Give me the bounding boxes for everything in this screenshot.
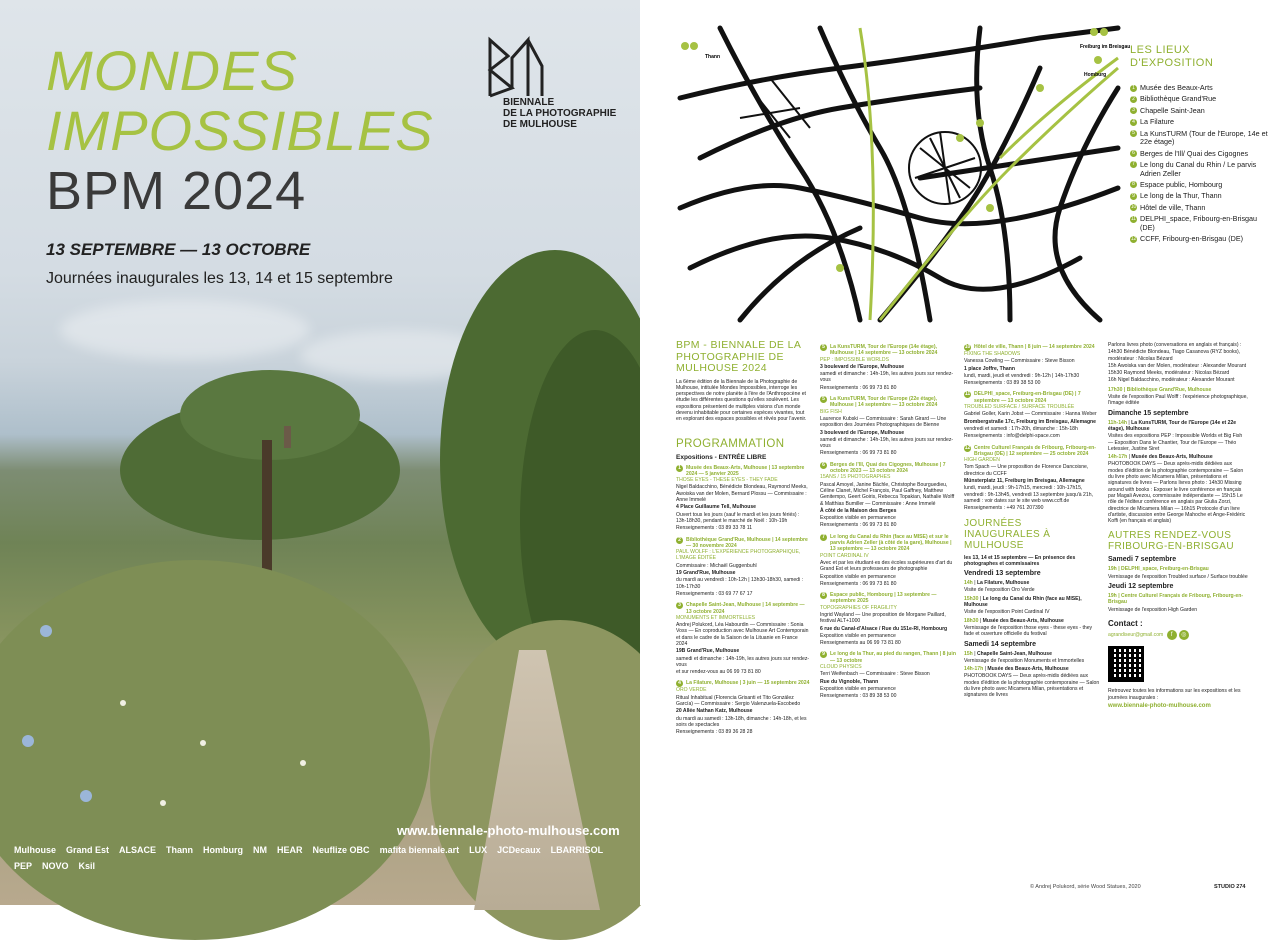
talk-line: 14h30 Bénédicte Blondeau, Tiago Casanova (RYZ books), modérateur : Nicolas Bézard xyxy=(1108,349,1241,362)
journees-title: JOURNÉES INAUGURALES À MULHOUSE xyxy=(964,517,1051,551)
partner-logo: Thann xyxy=(166,845,194,855)
contact-title: Contact : xyxy=(1108,618,1143,628)
day-title: Dimanche 15 septembre xyxy=(1108,409,1189,417)
qr-code[interactable] xyxy=(1108,646,1144,682)
event-item: 14h-17h | Musée des Beaux-Arts, Mulhouse PHOTOBOOK DAYS — Deux après-midis dédiées aux modes d'édition de la photographie contemporaine — Salon du livre photo avec Micamera Milan, présentations et signatures de livres — Parlons livres photo : 14h30 Missing around with books : Exposer le livre conférence en français par Magali Avezou, commissaire indépendante — 15h15 Le rôle de l'éditeur conférence en anglais par Giulia Zorzi, directrice de Micamera Milan — 16h15 Protocole d'un livre d'artiste, discussion entre George Mahoche et Ange-Frédéric Koffi (en français et anglais) xyxy=(1108,454,1246,525)
venue-item: 11 DELPHI_space, Fribourg-en-Brisgau (DE) xyxy=(1130,214,1258,232)
bpm-title: BPM - BIENNALE DE LA PHOTOGRAPHIE DE MULHOUSE 2024 xyxy=(676,339,801,374)
program-column-4 xyxy=(1108,342,1248,882)
talk-line: 16h Nigel Baldacchino, modérateur : Alexander Mourant xyxy=(1108,377,1235,384)
info-text: Retrouvez toutes les informations sur les expositions et les journées inaugurales : xyxy=(1108,688,1241,701)
venue-item: 2 Bibliothèque Grand'Rue xyxy=(1130,95,1270,104)
event-item: 19h | Centre Culturel Français de Fribourg, Fribourg-en-Brisgau xyxy=(1108,593,1244,606)
talk-line: 15h Awoiska van der Molen, modérateur : Alexander Mourant xyxy=(1108,362,1247,369)
facebook-icon[interactable]: f xyxy=(1167,630,1177,640)
day-title: Jeudi 12 septembre xyxy=(1108,583,1174,591)
flower xyxy=(120,700,126,706)
exhibition-entry: 11 DELPHI_space, Freiburg-en-Brisgau (DE) | 7 septembre — 13 octobre 2024 TROUBLED SURFACE / SURFACE TROUBLÉE Gabriel Goller, Karin Jobst — Commissaire : Hanna Weber Brombergstraße 17c, Freiburg im Breisgau, Allemagne vendredi et samedi : 17h-20h, dimanche : 15h-18h Renseignements : info@delphi-space.com xyxy=(964,391,1097,440)
website-link-right[interactable]: www.biennale-photo-mulhouse.com xyxy=(1108,702,1211,709)
event-item: 15h | Chapelle Saint-Jean, Mulhouse Vernissage de l'exposition Monuments et Immortelles xyxy=(964,650,1085,664)
flower xyxy=(300,760,306,766)
partner-logo: NM xyxy=(253,845,268,855)
instagram-icon[interactable]: ◎ xyxy=(1179,630,1189,640)
partner-logo: NOVO xyxy=(42,861,69,871)
partner-logos xyxy=(14,845,626,871)
venue-list xyxy=(1130,84,1270,246)
partner-logo: Neuflize OBC xyxy=(312,845,370,855)
program-column-3 xyxy=(964,344,1100,879)
website-link[interactable]: www.biennale-photo-mulhouse.com xyxy=(397,823,620,838)
event-desc: Vernissage de l'exposition Troubled surface / Surface troublée xyxy=(1108,573,1248,580)
program-column-1 xyxy=(676,340,810,880)
exhibition-entry: 8 Espace public, Hombourg | 13 septembre — septembre 2025 TOPOGRAPHIES OF FRAGILITY Ingrid Wayland — Une proposition de Morgane Paillard, festival ALT+1000 6 rue du Canal-d'Alsace / Rue du 151e-RI, Hombourg Exposition visible en permanence Renseignements au 06 99 73 81 80 xyxy=(820,592,948,647)
program-column-2 xyxy=(820,344,956,854)
flower xyxy=(200,740,206,746)
venue-item: 12 CCFF, Fribourg-en-Brisgau (DE) xyxy=(1130,234,1244,244)
venue-item: 7 Le long du Canal du Rhin / Le parvis Adrien Zeller xyxy=(1130,161,1270,178)
partner-logo: Grand Est xyxy=(66,845,110,855)
exhibition-map xyxy=(680,28,1131,320)
exhibition-entry: 10 Hôtel de ville, Thann | 8 juin — 14 septembre 2024 FIXING THE SHADOWS Vanessa Cowling — Commissaire : Steve Bisson 1 place Joffre, Thann lundi, mardi, jeudi et vendredi : 9h-12h | 14h-17h30 Renseignements : 03 89 38 53 00 xyxy=(964,344,1095,387)
map-road-label: D430 xyxy=(930,110,939,114)
exhibition-entry: 5 La KunsTURM, Tour de l'Europe (14e étage), Mulhouse | 14 septembre — 13 octobre 2024 PEP : IMPOSSIBLE WORLDS 3 boulevard de l'Europe, Mulhouse samedi et dimanche : 14h-19h, les autres jours sur rendez-vous Renseignements : 06 99 73 81 80 xyxy=(820,344,954,391)
map-label-freiburg: Freiburg im Breisgau xyxy=(1080,44,1131,50)
venue-item: 3 Chapelle Saint-Jean xyxy=(1130,107,1270,116)
venue-item: 6 Berges de l'Ill/ Quai des Cigognes xyxy=(1130,150,1270,159)
title-bpm-2024: BPM 2024 xyxy=(46,161,307,221)
partner-logo: Ksil xyxy=(78,861,96,871)
venue-item: 1 Musée des Beaux-Arts xyxy=(1130,84,1270,93)
inaugural-days: Journées inaugurales les 13, 14 et 15 septembre xyxy=(46,270,393,287)
meadow-left xyxy=(0,560,430,940)
exhibition-entry: 1 Musée des Beaux-Arts, Mulhouse | 13 septembre 2024 — 5 janvier 2025 THOSE EYES - THESE EYES - THEY FADE Nigel Baldacchino, Bénédicte Blondeau, Raymond Meeks, Awoiska van der Molen, Bernard Plossu — Commissaire : Anne Immelé 4 Place Guillaume Tell, Mulhouse Ouvert tous les jours (sauf le mardi et les jours fériés) : 13h-18h30, pendant le marché de Noël : 10h-19h Renseignements : 03 89 33 78 11 xyxy=(676,464,808,532)
festival-dates: 13 SEPTEMBRE — 13 OCTOBRE xyxy=(46,240,311,259)
event-desc: Visite de l'exposition Paul Wolff : l'expérience photographique, l'image éditée xyxy=(1108,394,1248,407)
venue-item: 5 La KunsTURM (Tour de l'Europe, 14e et 22e étage) xyxy=(1130,130,1270,147)
photo-credit: © Andrej Polukord, série Wood Statues, 2020 xyxy=(1030,884,1141,890)
partner-logo: PEP xyxy=(14,861,33,871)
title-impossibles: IMPOSSIBLES xyxy=(46,99,434,162)
event-item: 14h | La Filature, Mulhouse Visite de l'exposition Oro Verde xyxy=(964,580,1035,594)
partner-logo: HEAR xyxy=(277,845,303,855)
event-desc: Vernissage de l'exposition High Garden xyxy=(1108,606,1198,613)
exhibition-entry: 6 Berges de l'Ill, Quai des Cigognes, Mulhouse | 7 octobre 2023 — 13 octobre 2024 15ANS / 15 PHOTOGRAPHES Pascal Amoyel, Janine Bächle, Christophe Bourguedieu, Céline Clanet, Michel François, Paul Gaffney, Matthew Genitempo, Geert Goiris, Rebecca Topakian, Nathalie Wolff & Matthias Bumiller — Commissaire : Anne Immelé À côté de la Maison des Berges Exposition visible en permanence Renseignements : 06 99 73 81 80 xyxy=(820,461,955,529)
poster-cover xyxy=(0,0,640,905)
lieux-title: LES LIEUX D'EXPOSITION xyxy=(1130,44,1214,69)
event-item: 19h | DELPHI_space, Freiburg-en-Brisgau xyxy=(1108,566,1209,573)
day-title: Samedi 7 septembre xyxy=(1108,556,1177,564)
partner-logo: ALSACE xyxy=(119,845,157,855)
exhibition-entry: 2 Bibliothèque Grand'Rue, Mulhouse | 14 septembre — 30 novembre 2024 PAUL WOLFF : L'EXPÉRIENCE PHOTOGRAPHIQUE, L'IMAGE ÉDITÉE Commissaire : Michaël Guggenbuhl 19 Grand'Rue, Mulhouse du mardi au vendredi : 10h-12h | 13h30-18h30, samedi : 10h-17h30 Renseignements : 03 69 77 67 17 xyxy=(676,536,808,597)
partner-logo: mafita biennale.art xyxy=(379,845,460,855)
partner-logo: Homburg xyxy=(203,845,244,855)
journees-subtitle: les 13, 14 et 15 septembre — En présence des photographes et commissaires xyxy=(964,554,1076,567)
day-title: Vendredi 13 septembre xyxy=(964,570,1041,578)
exhibition-entry: 7 Le long du Canal du Rhin (face au MISE) et sur le parvis Adrien Zeller (à côté de la gare), Mulhouse | 13 septembre — 13 octobre 2024 POINT CARDINAL IV Avec et par les étudiant·es des écoles supérieures d'art du Grand Est et leurs professeurs de photographie Exposition visible en permanence Renseignements : 06 99 73 81 80 xyxy=(820,533,953,587)
event-item: 15h30 | Le long du Canal du Rhin (face au MISE), Mulhouse Visite de l'exposition Point Cardinal IV xyxy=(964,595,1082,616)
exhibition-entry: 12 Centre Culturel Français de Fribourg, Fribourg-en-Brisgau (DE) | 12 septembre — 25 octobre 2024 HIGH GARDEN Tom Spach — Une proposition de Florence Dancoisne, directrice du CCFF Münsterplatz 11, Freiburg im Breisgau, Allemagne lundi, mardi, jeudi : 9h-17h15, mercredi : 10h-17h15, vendredi : 9h-13h45, vendredi 13 septembre jusqu'à 21h, samedi : voir dates sur le site web www.ccff.de Renseignements : +49 761 207390 xyxy=(964,444,1096,512)
title-mondes: MONDES xyxy=(46,39,298,102)
flower xyxy=(80,790,92,802)
event-item: 14h-17h | Musée des Beaux-Arts, Mulhouse PHOTOBOOK DAYS — Deux après-midis dédiées aux modes d'édition de la photographie contemporaine — Salon du livre photo avec Micamera Milan, présentations et signatures de livres xyxy=(964,666,1100,699)
programmation-title: PROGRAMMATION xyxy=(676,437,785,450)
expositions-label: Expositions - ENTRÉE LIBRE xyxy=(676,453,767,461)
venue-item: 4 La Filature xyxy=(1130,118,1270,127)
event-item: 18h30 | Musée des Beaux-Arts, Mulhouse Vernissage de l'exposition those eyes - these eyes - they fade et ouverture officielle du festival xyxy=(964,617,1093,638)
contact-email[interactable]: agrandiseur@gmail.com xyxy=(1108,632,1164,639)
partner-logo: JCDecaux xyxy=(497,845,541,855)
bpm-logo-text: BIENNALE DE LA PHOTOGRAPHIE DE MULHOUSE xyxy=(503,97,617,130)
bpm-logo-icon xyxy=(482,36,552,106)
partner-logo: Mulhouse xyxy=(14,845,56,855)
talk-line: 15h30 Raymond Meeks, modérateur : Nicolas Bézard xyxy=(1108,370,1230,377)
flower xyxy=(160,800,166,806)
map-road-label: D20 xyxy=(768,172,775,176)
map-label-homburg: Homburg xyxy=(1084,72,1107,78)
cloud xyxy=(60,300,310,360)
exhibition-entry: 4 La Filature, Mulhouse | 3 juin — 15 septembre 2024 ORO VERDE Ritual Inhabitual (Florencia Grisanti et Tito González García) — Commissaire : Sergio Valenzuela-Escobedo 20 Allée Nathan Katz, Mulhouse du mardi au samedi : 13h-18h, dimanche : 14h-18h, et les soirs de spectacles Renseignements : 03 89 36 28 28 xyxy=(676,680,810,736)
talk-line: Parlons livres photo (conversations en anglais et français) : xyxy=(1108,342,1242,348)
partner-logo: LBARRISOL xyxy=(550,845,604,855)
flower xyxy=(40,625,52,637)
venue-item: 9 Le long de la Thur, Thann xyxy=(1130,192,1270,201)
exhibition-entry: 9 Le long de la Thur, au pied du rangen, Thann | 8 juin — 13 octobre CLOUD PHYSICS Terri Weifenbach — Commissaire : Steve Bisson Rue du Vignoble, Thann Exposition visible en permanence Renseignements : 03 89 38 53 00 xyxy=(820,651,956,700)
day-title: Samedi 14 septembre xyxy=(964,640,1036,648)
exhibition-entry: 3 Chapelle Saint-Jean, Mulhouse | 14 septembre — 13 octobre 2024 MONUMENTS ET IMMORTELLES Andrej Polukord, Léa Habourdin — Commissaire : Sonia Voss — En coproduction avec Mulhouse Art Contemporain et dans le cadre de la Saison de la Lituanie en France 2024 19B Grand'Rue, Mulhouse samedi et dimanche : 14h-19h, les autres jours sur rendez-vous et sur rendez-vous au 06 99 73 81 80 xyxy=(676,602,810,676)
intro-text: La 6ème édition de la Biennale de la Photographie de Mulhouse, intitulée Mondes Impossibles, interroge les perspectives de notre planète à l'ère de l'Anthropocène et étudie les différentes questions qu'elles soulèvent. Les expositions présentent de multiples visions d'un monde devenu inhabitable pour certaines espèces vivantes, tout en explorant des espaces possibles et rêvés pour l'avenir. xyxy=(676,378,807,423)
venue-item: 8 Espace public, Hombourg xyxy=(1130,181,1270,190)
partner-logo: LUX xyxy=(469,845,488,855)
venue-item: 10 Hôtel de ville, Thann xyxy=(1130,202,1206,212)
exhibition-entry: 5 La KunsTURM, Tour de l'Europe (22e étage), Mulhouse | 14 septembre — 13 octobre 2024 BIG FISH Laurence Kubski — Commissaire : Sarah Girard — Une exposition des Journées Photographiques de Bienne 3 boulevard de l'Europe, Mulhouse samedi et dimanche : 14h-19h, les autres jours sur rendez-vous Renseignements : 06 99 73 81 80 xyxy=(820,396,954,457)
autres-title: AUTRES RENDEZ-VOUS FRIBOURG-EN-BRISGAU xyxy=(1108,530,1234,553)
event-item: 11h-14h | La KunsTURM, Tour de l'Europe (14e et 22e étage), Mulhouse Visites des expositions PEP : Impossible Worlds et Big Fish — Exposition Dans le Chantier, Tour de l'Europe — Théo Letessier, Justine Siret xyxy=(1108,419,1243,452)
person-on-tree xyxy=(284,426,291,448)
event-item: 17h30 | Bibliothèque Grand'Rue, Mulhouse xyxy=(1108,386,1212,393)
studio-credit: STUDIO 274 xyxy=(1214,884,1246,890)
flower xyxy=(22,735,34,747)
map-label-thann: Thann xyxy=(705,54,720,60)
